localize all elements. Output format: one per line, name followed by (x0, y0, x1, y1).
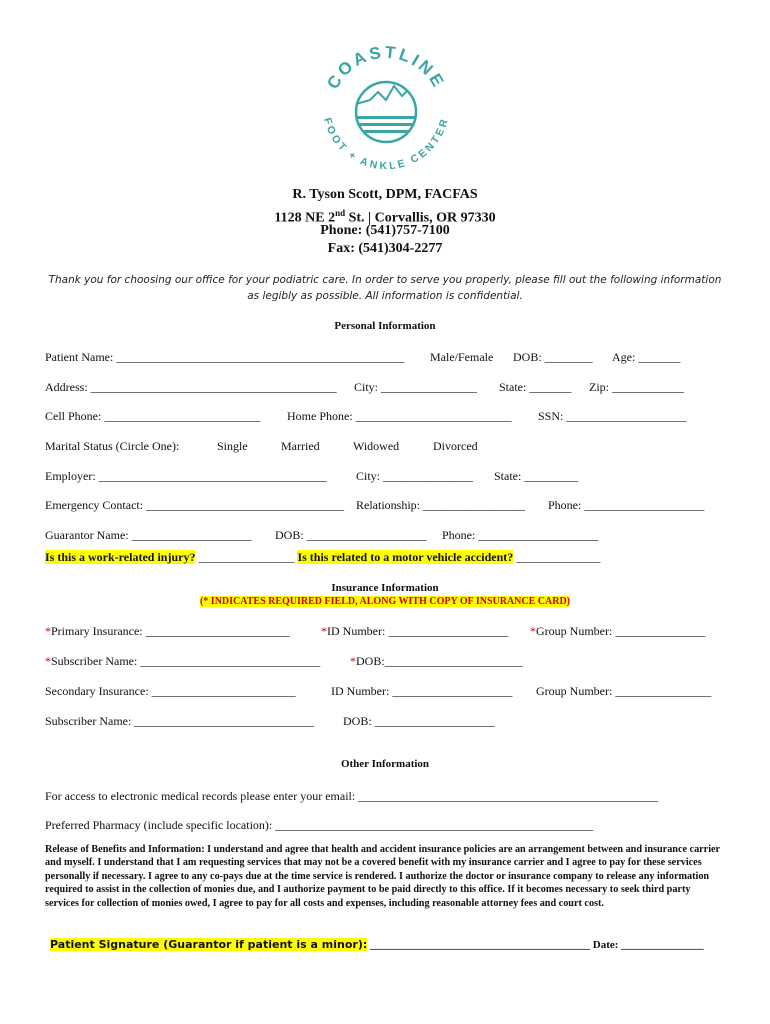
coastline-logo (318, 42, 454, 180)
motor-vehicle-question: Is this related to a motor vehicle accident? (297, 550, 514, 564)
signature-date-field[interactable]: Date: _______________ (590, 939, 704, 951)
emergency-phone-field[interactable]: Phone: ____________________ (548, 498, 705, 512)
personal-info-heading: Personal Information (334, 320, 436, 332)
injury-questions-row (45, 550, 600, 565)
patient-name-field[interactable]: Patient Name: ________________________________________________ (45, 350, 405, 364)
secondary-insurance-field[interactable]: Secondary Insurance: ________________________ (45, 684, 296, 698)
city-field[interactable]: City: ________________ (354, 380, 478, 394)
home-phone-field[interactable]: Home Phone: __________________________ (287, 409, 512, 423)
intro-line-2: as legibly as possible. All information is confidential. (247, 290, 523, 302)
logo-brand-bottom: FOOT + ANKLE CENTER (321, 116, 451, 173)
state-field[interactable]: State: _______ (499, 380, 572, 394)
clinic-phone: Phone: (541)757-7100 (320, 223, 450, 238)
guarantor-dob-field[interactable]: DOB: ____________________ (275, 528, 427, 542)
employer-city-field[interactable]: City: _______________ (356, 469, 474, 483)
marital-option-widowed[interactable]: Widowed (353, 439, 400, 453)
guarantor-phone-field[interactable]: Phone: ____________________ (442, 528, 599, 542)
signature-line[interactable]: ________________________________________ (367, 939, 590, 951)
work-injury-answer[interactable]: ________________ (195, 550, 298, 564)
secondary-subscriber-field[interactable]: Subscriber Name: ______________________________ (45, 714, 315, 728)
marital-status-label: Marital Status (Circle One): (45, 439, 180, 453)
cell-phone-field[interactable]: Cell Phone: __________________________ (45, 409, 261, 423)
marital-option-married[interactable]: Married (281, 439, 320, 453)
employer-field[interactable]: Employer: ______________________________________ (45, 469, 327, 483)
primary-subscriber-field[interactable]: *Subscriber Name: ______________________________ (45, 654, 321, 668)
primary-subscriber-dob-field[interactable]: *DOB:_______________________ (350, 654, 523, 668)
insurance-info-heading: Insurance Information (331, 582, 439, 594)
zip-field[interactable]: Zip: ____________ (589, 380, 684, 394)
ssn-field[interactable]: SSN: ____________________ (538, 409, 687, 423)
guarantor-name-field[interactable]: Guarantor Name: ____________________ (45, 528, 252, 542)
logo-brand-top: COASTLINE (323, 42, 449, 93)
emergency-contact-field[interactable]: Emergency Contact: _________________________________ (45, 498, 345, 512)
secondary-subscriber-dob-field[interactable]: DOB: ____________________ (343, 714, 495, 728)
intro-line-1: Thank you for choosing our office for your podiatric care. In order to serve you properly, please fill out the following information (48, 274, 722, 286)
sex-field[interactable]: Male/Female (430, 350, 494, 364)
doctor-name: R. Tyson Scott, DPM, FACFAS (292, 187, 478, 202)
motor-vehicle-answer[interactable]: ______________ (513, 550, 601, 564)
clinic-fax: Fax: (541)304-2277 (327, 241, 443, 256)
work-injury-question: Is this a work-related injury? (45, 550, 196, 564)
signature-label: Patient Signature (Guarantor if patient is a minor): (50, 938, 368, 951)
pharmacy-field[interactable]: Preferred Pharmacy (include specific location): _____________________________________________________ (45, 818, 594, 832)
dob-field[interactable]: DOB: ________ (513, 350, 593, 364)
signature-row (50, 935, 704, 953)
other-info-heading: Other Information (340, 758, 430, 770)
marital-option-single[interactable]: Single (217, 439, 248, 453)
relationship-field[interactable]: Relationship: _________________ (356, 498, 525, 512)
address-field[interactable]: Address: _________________________________________ (45, 380, 337, 394)
insurance-required-note: (* INDICATES REQUIRED FIELD, ALONG WITH COPY OF INSURANCE CARD) (199, 596, 571, 607)
marital-option-divorced[interactable]: Divorced (433, 439, 478, 453)
age-field[interactable]: Age: _______ (612, 350, 681, 364)
primary-id-field[interactable]: *ID Number: ____________________ (321, 624, 509, 638)
clinic-address: 1128 NE 2nd St. | Corvallis, OR 97330 (274, 208, 496, 226)
email-field[interactable]: For access to electronic medical records please enter your email: __________________________________________________ (45, 789, 659, 803)
primary-group-field[interactable]: *Group Number: _______________ (530, 624, 706, 638)
employer-state-field[interactable]: State: _________ (494, 469, 579, 483)
release-of-benefits-text: Release of Benefits and Information: I understand and agree that health and accident insurance policies are an arrangement between and insurance carrier and myself. I understand that I am requesting services that may not be a covered benefit with my insurance carrier and I agree to pay for these services personally if necessary. I agree to any co-pays due at the time service is rendered. I authorize the doctor or insurance company to release any information required to assist in the collection of monies due, and I authorize payment to be paid directly to this office. If it becomes necessary to seek third party services for collection of monies owed, I agree to pay for all costs and expenses, including reasonable attorney fees and court cost. (45, 844, 720, 909)
primary-insurance-field[interactable]: *Primary Insurance: ________________________ (45, 624, 290, 638)
secondary-group-field[interactable]: Group Number: ________________ (536, 684, 712, 698)
secondary-id-field[interactable]: ID Number: ____________________ (331, 684, 513, 698)
